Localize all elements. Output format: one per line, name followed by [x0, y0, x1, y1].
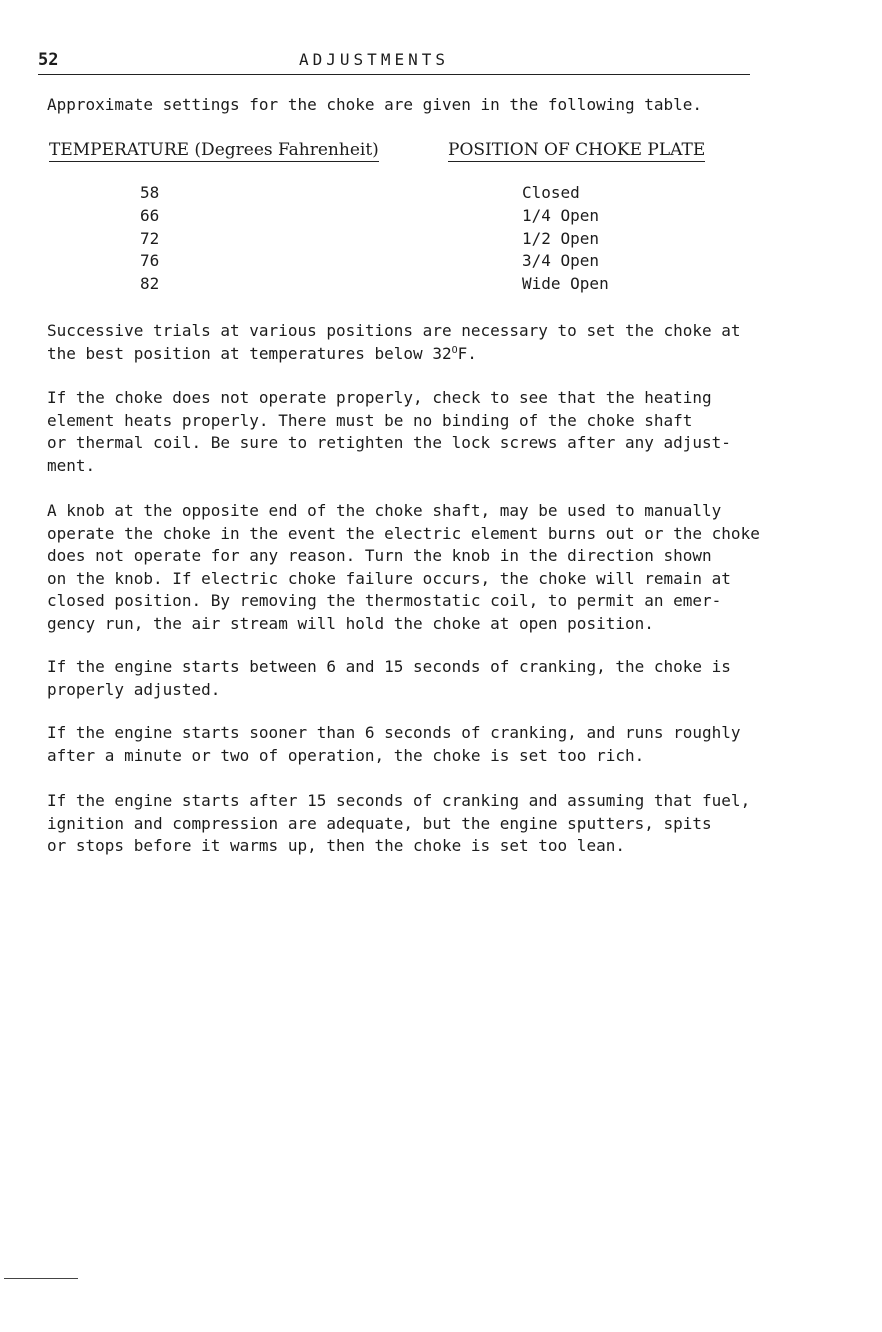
paragraph-heating-element	[47, 387, 787, 477]
paragraph-line: on the knob. If electric choke failure occurs, the choke will remain at	[47, 568, 731, 588]
page-header	[38, 48, 750, 75]
paragraph-line: If the engine starts between 6 and 15 seconds of cranking, the choke is	[47, 657, 731, 676]
table-row	[0, 183, 882, 206]
paragraph-line: does not operate for any reason. Turn the knob in the direction shown	[47, 546, 712, 565]
footer-rule	[4, 1278, 78, 1279]
table-header-temperature: TEMPERATURE (Degrees Fahrenheit)	[49, 140, 379, 160]
paragraph-line	[47, 343, 787, 366]
paragraph-line: or stops before it warms up, then the choke is set too lean.	[47, 836, 625, 855]
temperature-cell: 58	[140, 183, 160, 202]
paragraph-line: A knob at the opposite end of the choke shaft, may be used to manually	[47, 501, 722, 520]
chapter-title: ADJUSTMENTS	[299, 50, 449, 69]
paragraph-line-text: F.	[457, 343, 477, 363]
choke-settings-table	[0, 183, 882, 297]
paragraph-manual-knob	[47, 500, 787, 635]
paragraph-line: If the choke does not operate properly, check to see that the heating	[47, 388, 712, 407]
paragraph-properly-adjusted	[47, 656, 787, 701]
degree-superscript: O	[451, 344, 458, 356]
paragraph-line: If the engine starts sooner than 6 seconds of cranking, and runs roughly	[47, 723, 741, 742]
position-cell: 1/2 Open	[522, 228, 600, 248]
table-header-position: POSITION OF CHOKE PLATE	[448, 140, 706, 160]
position-cell: 1/4 Open	[522, 205, 600, 225]
table-row	[0, 274, 882, 297]
paragraph-line: gency run, the air stream will hold the choke at open position.	[47, 613, 654, 633]
paragraph-low-temperature	[47, 320, 787, 365]
temperature-cell: 72	[140, 228, 160, 248]
temperature-cell: 82	[140, 274, 160, 294]
paragraph-line: closed position. By removing the thermostatic coil, to permit an emer-	[47, 591, 722, 610]
temperature-cell: 66	[140, 205, 160, 225]
paragraph-line-text: the best position at temperatures below 32	[47, 343, 452, 363]
paragraph-line: operate the choke in the event the electric element burns out or the choke	[47, 523, 760, 543]
table-row	[0, 206, 882, 229]
paragraph-line: properly adjusted.	[47, 679, 221, 699]
paragraph-line: Successive trials at various positions are necessary to set the choke at	[47, 321, 741, 340]
table-row	[0, 251, 882, 274]
table-row	[0, 229, 882, 252]
position-cell: Wide Open	[522, 274, 609, 294]
position-cell: Closed	[522, 183, 580, 202]
intro-paragraph: Approximate settings for the choke are given in the following table.	[47, 95, 703, 114]
paragraph-line: ignition and compression are adequate, but the engine sputters, spits	[47, 813, 712, 833]
paragraph-line: If the engine starts after 15 seconds of cranking and assuming that fuel,	[47, 791, 751, 810]
paragraph-too-rich	[47, 722, 787, 767]
paragraph-line: or thermal coil. Be sure to retighten the lock screws after any adjust-	[47, 433, 731, 452]
position-cell: 3/4 Open	[522, 251, 600, 271]
page-number: 52	[38, 50, 59, 70]
paragraph-line: after a minute or two of operation, the choke is set too rich.	[47, 745, 645, 765]
paragraph-line: element heats properly. There must be no binding of the choke shaft	[47, 410, 693, 430]
paragraph-too-lean	[47, 790, 787, 858]
temperature-cell: 76	[140, 251, 160, 271]
paragraph-line: ment.	[47, 455, 96, 475]
